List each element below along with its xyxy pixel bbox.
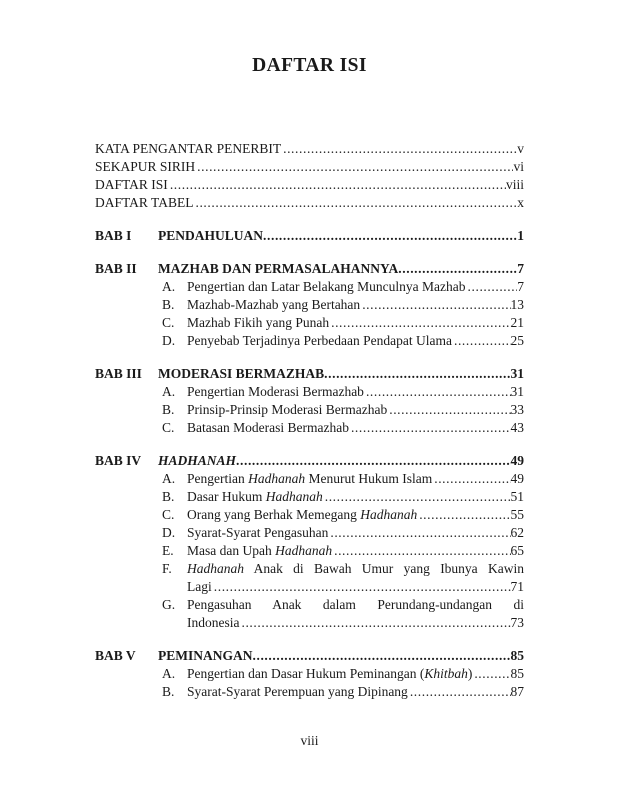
item-page-number: 51 [510,489,524,504]
italic-term: Hadhanah [275,543,333,558]
dot-leader [351,419,511,437]
item-page-number: 43 [510,420,524,435]
chapter-item [95,314,524,332]
item-page-number: 55 [510,507,524,522]
entry-text: Mazhab Fikih yang Punah [187,315,330,330]
dot-leader [253,647,511,665]
item-page-number: 25 [510,333,524,348]
chapter-page-number: 31 [510,366,524,381]
chapter-item [95,488,524,506]
entry-text: Penyebab Terjadinya Perbedaan Pendapat Ulama [187,333,452,348]
chapter-heading [95,647,524,665]
item-line [187,419,524,437]
dot-leader [325,488,511,506]
entry-text: Prinsip-Prinsip Moderasi Bermazhab [187,402,388,417]
front-matter-entry [95,194,524,212]
chapter-title-line [158,647,524,665]
entry-text: Orang yang Berhak Memegang [187,507,361,522]
entry-text: Dasar Hukum [187,489,266,504]
front-matter-entry [95,158,524,176]
item-page-number: 87 [510,684,524,699]
item-body [187,332,524,350]
item-page-number: 7 [517,279,524,294]
item-letter: B. [162,684,175,699]
page-title: DAFTAR ISI [252,55,367,76]
chapter-item [95,542,524,560]
entry-text: Pengasuhan Anak dalam Perundang-undangan di [187,597,524,612]
item-line [187,524,524,542]
item-page-number: 62 [510,525,524,540]
chapter-title: HADHANAH [158,453,237,468]
chapter-block [95,647,524,701]
entry-label: KATA PENGANTAR PENERBIT [95,141,282,156]
dot-leader [389,401,510,419]
item-line [187,542,524,560]
dot-leader [241,614,510,632]
item-text-line-1 [187,560,524,578]
italic-term: Hadhanah [187,561,244,576]
entry-text: Pengertian dan Dasar Hukum Peminangan ( [187,666,425,681]
item-body [187,506,524,524]
item-text [187,383,366,401]
chapter-item [95,665,524,683]
entry-text: Lagi [187,579,212,594]
item-text [187,524,330,542]
chapter-block [95,452,524,632]
chapter-item [95,401,524,419]
entry-text: Masa dan Upah [187,543,276,558]
item-text [187,488,325,506]
italic-term: Hadhanah [248,471,306,486]
item-text [187,665,474,683]
dot-leader [197,158,513,176]
item-letter: G. [162,597,176,612]
chapter-item [95,524,524,542]
entry-page-number: v [517,141,524,156]
italic-term: Khitbah [424,666,468,681]
chapter-title: MODERASI BERMAZHAB [158,366,325,381]
chapter-item [95,332,524,350]
item-text [187,506,419,524]
chapter-heading [95,452,524,470]
dot-leader [214,578,511,596]
item-text [187,470,434,488]
dot-leader [283,140,517,158]
item-text [187,332,454,350]
dot-leader [195,194,517,212]
item-line [187,278,524,296]
chapter-title-line [158,227,524,245]
chapter-item [95,470,524,488]
entry-label: SEKAPUR SIRIH [95,159,196,174]
entry-label: DAFTAR TABEL [95,195,194,210]
chapter-title: MAZHAB DAN PERMASALAHANNYA [158,261,399,276]
item-letter: B. [162,297,175,312]
chapter-page-number: 1 [517,228,524,243]
item-body [187,314,524,332]
dot-leader [410,683,511,701]
item-page-number: 65 [510,543,524,558]
chapter-number: BAB IV [95,453,142,468]
dot-leader [324,365,510,383]
item-body [187,401,524,419]
item-body [187,296,524,314]
item-letter: A. [162,471,176,486]
front-matter-entry [95,176,524,194]
entry-text: Pengertian dan Latar Belakang Munculnya Mazhab [187,279,466,294]
item-letter: B. [162,489,175,504]
item-letter: B. [162,402,175,417]
italic-term: Hadhanah [265,489,323,504]
item-text [187,542,334,560]
chapter-heading [95,365,524,383]
dot-leader [236,452,510,470]
item-page-number: 31 [510,384,524,399]
dot-leader [362,296,510,314]
item-line [187,383,524,401]
item-line [187,665,524,683]
dot-leader [331,314,510,332]
item-letter: D. [162,525,176,540]
chapter-block [95,365,524,437]
item-line [187,401,524,419]
page-number-footer: viii [300,733,319,748]
chapter-item [95,506,524,524]
dot-leader [474,665,510,683]
item-text [187,278,468,296]
item-page-number: 71 [510,579,524,594]
item-line [187,296,524,314]
italic-term: Hadhanah [360,507,418,522]
chapter-number: BAB I [95,228,132,243]
entry-text: Mazhab-Mazhab yang Bertahan [187,297,361,312]
chapter-page-number: 85 [510,648,524,663]
item-body [187,596,524,632]
item-line [187,506,524,524]
entry-text: Pengertian [187,471,249,486]
item-text [187,419,351,437]
dot-leader [170,176,506,194]
dot-leader [330,524,510,542]
chapter-block [95,260,524,350]
item-text [187,683,410,701]
item-text-line-1 [187,596,524,614]
dot-leader [419,506,510,524]
chapter-title-line [158,452,524,470]
dot-leader [366,383,511,401]
item-letter: E. [162,543,174,558]
item-line [187,314,524,332]
dot-leader [263,227,517,245]
chapter-item [95,596,524,632]
item-body [187,278,524,296]
item-letter: A. [162,666,176,681]
dot-leader [468,278,518,296]
item-page-number: 85 [510,666,524,681]
item-body [187,524,524,542]
item-body [187,683,524,701]
item-body [187,665,524,683]
chapter-item [95,383,524,401]
item-letter: C. [162,315,175,330]
chapter-title: PEMINANGAN [158,648,253,663]
entry-text: Menurut Hukum Islam [305,471,433,486]
item-page-number: 33 [510,402,524,417]
entry-text: Batasan Moderasi Bermazhab [187,420,349,435]
chapter-list [95,227,524,701]
chapter-title-line [158,365,524,383]
chapter-title: PENDAHULUAN [158,228,264,243]
chapter-item [95,296,524,314]
item-body [187,470,524,488]
chapter-number: BAB II [95,261,137,276]
chapter-item [95,419,524,437]
entry-text: Pengertian Moderasi Bermazhab [187,384,364,399]
item-line [187,683,524,701]
chapter-item [95,683,524,701]
item-letter: A. [162,279,176,294]
chapter-block [95,227,524,245]
front-matter-entry [95,140,524,158]
entry-text: Anak di Bawah Umur yang Ibunya Kawin [244,561,524,576]
item-letter: C. [162,420,175,435]
chapter-number: BAB III [95,366,142,381]
entry-text: Indonesia [187,615,240,630]
chapter-heading [95,260,524,278]
entry-page-number: viii [505,177,524,192]
entry-text: ) [467,666,473,681]
chapter-item [95,560,524,596]
entry-label: DAFTAR ISI [95,177,168,192]
item-line [187,470,524,488]
entry-page-number: x [517,195,524,210]
item-letter: D. [162,333,176,348]
chapter-page-number: 49 [510,453,524,468]
item-text-line-2 [187,578,524,596]
entry-page-number: vi [513,159,524,174]
item-letter: F. [162,561,172,576]
item-page-number: 13 [510,297,524,312]
entry-text: Syarat-Syarat Pengasuhan [187,525,329,540]
chapter-heading [95,227,524,245]
front-matter-list [95,140,524,212]
table-of-contents [95,140,524,701]
item-body [187,488,524,506]
item-text [187,314,331,332]
item-body [187,419,524,437]
item-letter: A. [162,384,176,399]
item-page-number: 73 [510,615,524,630]
dot-leader [398,260,517,278]
chapter-title-line [158,260,524,278]
item-letter: C. [162,507,175,522]
item-text [187,401,389,419]
item-body [187,560,524,596]
item-page-number: 49 [510,471,524,486]
dot-leader [454,332,511,350]
chapter-page-number: 7 [517,261,524,276]
item-text-line-2 [187,614,524,632]
item-page-number: 21 [510,315,524,330]
item-text [187,296,362,314]
item-line [187,332,524,350]
dot-leader [334,542,510,560]
item-body [187,383,524,401]
entry-text: Syarat-Syarat Perempuan yang Dipinang [187,684,408,699]
item-body [187,542,524,560]
dot-leader [434,470,510,488]
item-line [187,488,524,506]
chapter-number: BAB V [95,648,136,663]
chapter-item [95,278,524,296]
